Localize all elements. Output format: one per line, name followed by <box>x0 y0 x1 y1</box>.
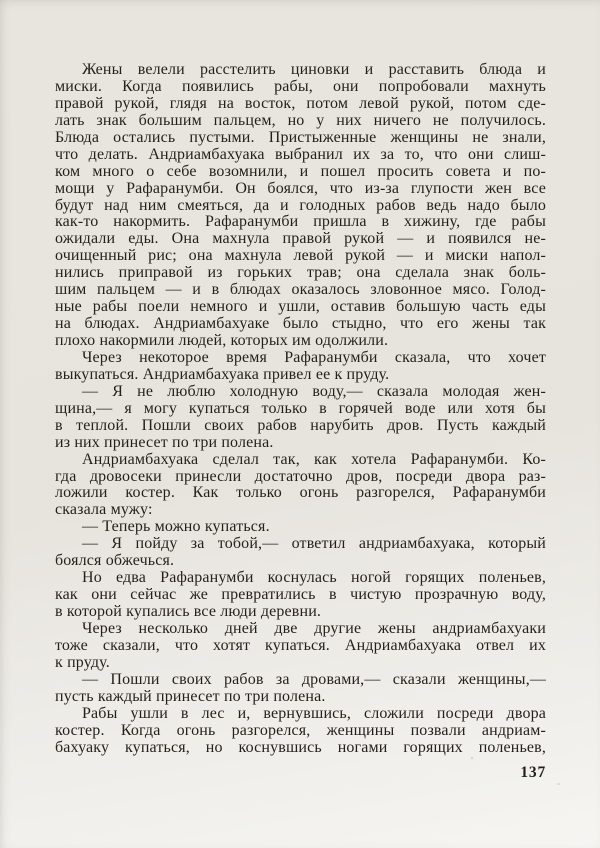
text-line: тоже сказали, что хотят ку́паться. Андриамбахуака отвел их <box>55 637 546 654</box>
story-text <box>55 62 546 756</box>
text-line: очищенный рис; она махнула левой рукой — и миски напол- <box>55 248 546 265</box>
text-line: что делать. Андриамбахуака выбранил их за то, что они слиш- <box>55 146 546 163</box>
text-line: как они сейчас же превратились в чистую прозрачную воду, <box>55 587 546 604</box>
text-line: Но едва Рафаранумби коснулась ногой горящих поленьев, <box>82 570 546 587</box>
text-line: к пруду. <box>55 654 110 671</box>
text-line: правой рукой, глядя на восток, потом левой рукой, потом сде- <box>55 95 546 112</box>
text-line: пусть каждый принесет по три полена. <box>55 688 326 705</box>
text-line: ные рабы поели немного и ушли, оставив бо́льшую часть еды <box>55 299 546 316</box>
text-line: костер. Когда огонь разгорелся, женщины позвали андриам- <box>55 722 546 739</box>
text-line: гда дровосеки принесли достаточно дров, посреди двора раз- <box>55 468 546 485</box>
text-line: — Теперь можно купаться. <box>82 519 270 536</box>
text-line: Через некоторое время Рафаранумби сказала, что хочет <box>82 349 546 366</box>
text-line: Блюда остались пустыми. Пристыженные женщины не знали, <box>55 129 546 146</box>
text-line: сказала мужу: <box>55 502 153 519</box>
text-line: на блюдах. Андриамбахуаке было стыдно, что его жены так <box>55 316 546 333</box>
text-line: Через несколько дней две другие жены андриамбахуаки <box>82 620 546 637</box>
text-line: плохо накормили людей, которых им одолжили. <box>55 333 389 349</box>
text-line: миски. Когда появились рабы, они попробовали махнуть <box>55 78 546 95</box>
scan-speck <box>557 783 560 785</box>
text-line: ожидали еды. Она махнула правой рукой — и появился не- <box>55 231 546 248</box>
text-line: щина,— я могу купаться только в горячей воде или хотя бы <box>55 400 546 417</box>
text-line: Андриамбахуака сделал так, как хотела Рафаранумби. Ко- <box>82 451 546 468</box>
text-line: как-то накормить. Рафаранумби пришла в хижину, где рабы <box>55 214 546 231</box>
text-line: в которой купались все люди деревни. <box>55 604 322 620</box>
text-line: ком много о себе возомнили, и пошел просить совета и по- <box>55 163 546 180</box>
text-line: — Я пойду за тобой,— ответил андриамбахуака, который <box>82 536 546 553</box>
text-line: — Я не люблю холодную воду,— сказала молодая жен- <box>82 383 546 400</box>
page-number: 137 <box>520 764 546 781</box>
text-line: будут над ним смеяться, да и голодных рабов ведь надо было <box>55 197 546 214</box>
text-line: ложили костер. Как только огонь разгорелся, Рафаранумби <box>55 485 546 502</box>
text-line: — Пошли своих рабов за дровами,— сказали женщины,— <box>82 671 546 688</box>
text-line: боялся обжечься. <box>55 553 175 570</box>
text-line: выкупаться. Андриамбахуака привел ее к пруду. <box>55 366 390 383</box>
text-line: Жены велели расстелить циновки и расставить блюда и <box>82 62 546 78</box>
text-line: шим пальцем — и в блюдах оказалось зловонное мясо. Голод- <box>55 282 546 299</box>
text-line: мощи у Рафаранумби. Он боялся, что из-за глупости жен все <box>55 180 546 197</box>
text-line: Рабы ушли в лес и, вернувшись, сложили посреди двора <box>82 705 546 722</box>
text-line: в теплой. Пошли своих рабов нарубить дров. Пусть каждый <box>55 417 546 434</box>
text-line: бахуаку купаться, но коснувшись ногами горящих поленьев, <box>55 739 546 756</box>
text-line: нились приправой из горьких трав; она сделала знак боль- <box>55 265 546 282</box>
text-line: из них принесет по три полена. <box>55 434 274 451</box>
text-line: лать знак большим пальцем, но у них ничего не получилось. <box>55 112 546 129</box>
scan-speck <box>471 757 473 759</box>
